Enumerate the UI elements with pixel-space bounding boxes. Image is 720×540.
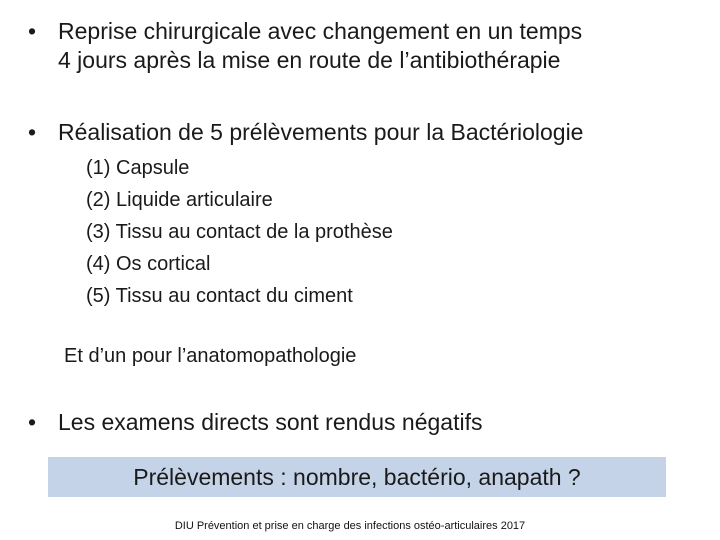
bullet-text: Reprise chirurgicale avec changement en un temps [58, 18, 583, 44]
bullet-text: Les examens directs sont rendus négatifs [58, 409, 483, 435]
question-text: Prélèvements : nombre, bactério, anapath ? [133, 463, 581, 490]
bullet-marker [28, 17, 58, 46]
sample-item: (1) Capsule [86, 157, 190, 179]
bullet-text: Réalisation de 5 prélèvements pour la Bactériologie [58, 119, 584, 145]
bullet-marker [28, 118, 58, 147]
bullet-text-continuation: 4 jours après la mise en route de l’antibiothérapie [58, 47, 561, 73]
sample-item: (5) Tissu au contact du ciment [86, 285, 353, 307]
question-box [48, 457, 666, 497]
slide-footer: DIU Prévention et prise en charge des infections ostéo-articulaires 2017 [174, 520, 526, 532]
sample-item: (3) Tissu au contact de la prothèse [86, 221, 393, 243]
anapath-note: Et d’un pour l’anatomopathologie [64, 345, 357, 367]
bullet-prelevements [28, 118, 583, 147]
sample-item: (2) Liquide articulaire [86, 189, 273, 211]
sample-item: (4) Os cortical [86, 253, 211, 275]
bullet-examens [28, 408, 482, 437]
bullet-reprise [28, 17, 582, 75]
bullet-marker [28, 408, 58, 437]
sample-list [86, 152, 393, 312]
